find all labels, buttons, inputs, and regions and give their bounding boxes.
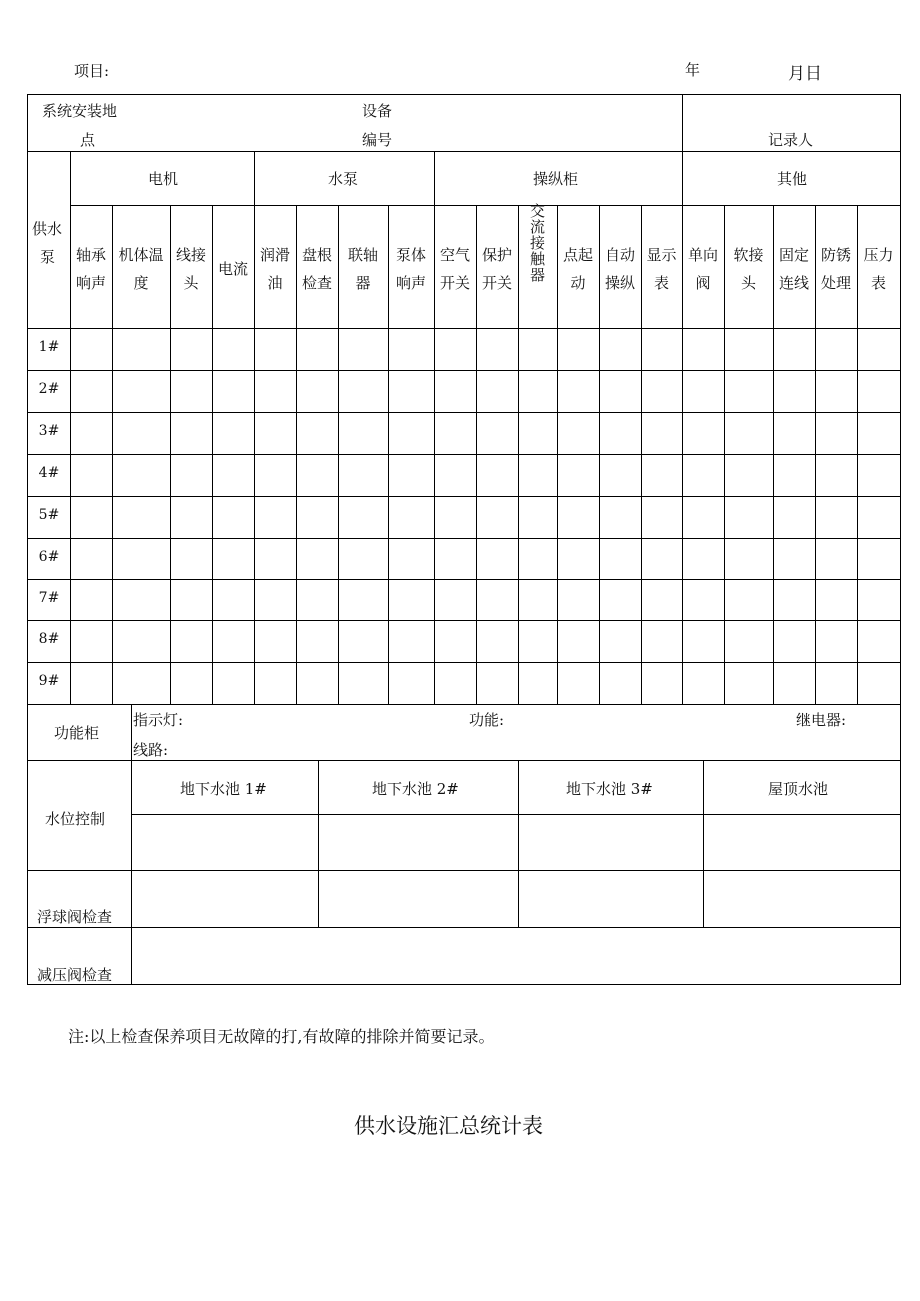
column-header-line2: 开关 bbox=[481, 274, 512, 292]
column-header-line2: 操纵 bbox=[604, 274, 635, 292]
pump-row-label: 6# bbox=[38, 548, 60, 565]
group-water-pump: 水泵 bbox=[328, 170, 359, 188]
column-header-line1: 空气 bbox=[439, 246, 470, 264]
pump-col-line2: 泵 bbox=[40, 248, 56, 266]
group-control-cabinet: 操纵柜 bbox=[533, 170, 579, 188]
equip-label-line1: 设备 bbox=[362, 102, 393, 120]
pump-row-label: 7# bbox=[38, 589, 60, 606]
pump-row-label: 1# bbox=[38, 339, 60, 355]
column-header-line1: 电流 bbox=[217, 260, 248, 278]
pump-row-label: 8# bbox=[38, 631, 60, 647]
column-header-line1: 润滑 bbox=[259, 246, 290, 264]
pool-2-label: 地下水池 2# bbox=[372, 780, 459, 798]
column-header-line2: 油 bbox=[267, 274, 283, 292]
footer-title: 供水设施汇总统计表 bbox=[354, 1114, 543, 1138]
pump-col-line1: 供水 bbox=[32, 220, 63, 238]
column-header-line1: 压力 bbox=[863, 246, 894, 264]
note-text: 注:以上检查保养项目无故障的打,有故障的排除并简要记录。 bbox=[68, 1027, 495, 1046]
recorder-label: 记录人 bbox=[768, 131, 814, 149]
column-header-line1: 防锈 bbox=[820, 246, 851, 264]
column-header-text: 交流接触器 bbox=[529, 202, 545, 284]
pump-row-label: 2# bbox=[38, 381, 60, 397]
wiring-label: 线路: bbox=[133, 741, 169, 759]
column-header-line2: 度 bbox=[133, 274, 149, 292]
column-header-line2: 表 bbox=[653, 274, 669, 292]
column-header-line2: 处理 bbox=[820, 274, 851, 292]
group-motor: 电机 bbox=[148, 170, 179, 188]
location-label-line2: 点 bbox=[80, 131, 96, 149]
column-header-line2: 检查 bbox=[301, 274, 332, 292]
column-header-line1: 单向 bbox=[687, 246, 718, 264]
column-header-line2: 头 bbox=[740, 274, 756, 292]
function-label: 功能: bbox=[469, 711, 505, 729]
water-level-label: 水位控制 bbox=[45, 810, 106, 828]
year-label: 年 bbox=[685, 61, 701, 79]
indicator-label: 指示灯: bbox=[133, 711, 184, 729]
column-header-line1: 显示 bbox=[646, 246, 677, 264]
column-header-line1: 泵体 bbox=[395, 246, 426, 264]
column-header-line1: 点起 bbox=[562, 246, 593, 264]
column-header-line1: 机体温 bbox=[118, 246, 164, 264]
group-other: 其他 bbox=[777, 170, 808, 188]
pump-row-label: 9# bbox=[38, 673, 60, 689]
column-header-line2: 阀 bbox=[695, 274, 711, 292]
column-header-line2: 表 bbox=[870, 274, 886, 292]
project-label: 项目: bbox=[74, 62, 110, 80]
pool-3-label: 地下水池 3# bbox=[566, 780, 653, 798]
column-header-line2: 开关 bbox=[439, 274, 470, 292]
column-header-line1: 线接 bbox=[175, 246, 206, 264]
column-header bbox=[518, 203, 557, 283]
pump-row-label: 4# bbox=[38, 465, 60, 481]
column-header-line2: 头 bbox=[183, 274, 199, 292]
column-header-line1: 联轴 bbox=[347, 246, 378, 264]
relay-label: 继电器: bbox=[796, 711, 847, 729]
column-header-line1: 保护 bbox=[481, 246, 512, 264]
equip-label-line2: 编号 bbox=[362, 131, 393, 149]
column-header-line2: 响声 bbox=[75, 274, 106, 292]
column-header-line2: 连线 bbox=[778, 274, 809, 292]
column-header-line1: 轴承 bbox=[75, 246, 106, 264]
pump-row-label: 3# bbox=[38, 423, 60, 439]
column-header-line1: 软接 bbox=[733, 246, 764, 264]
column-header-line1: 固定 bbox=[778, 246, 809, 264]
column-header-line2: 器 bbox=[355, 274, 371, 292]
column-header-line2: 响声 bbox=[395, 274, 426, 292]
roof-pool-label: 屋顶水池 bbox=[768, 780, 829, 798]
column-header-line1: 自动 bbox=[604, 246, 635, 264]
month-day-label: 月日 bbox=[788, 64, 822, 84]
pool-1-label: 地下水池 1# bbox=[180, 780, 267, 798]
pump-row-label: 5# bbox=[38, 507, 60, 523]
column-header-line2: 动 bbox=[570, 274, 586, 292]
pressure-valve-label: 减压阀检查 bbox=[37, 966, 113, 984]
float-valve-label: 浮球阀检查 bbox=[37, 908, 113, 926]
column-header-line1: 盘根 bbox=[301, 246, 332, 264]
function-cabinet-label: 功能柜 bbox=[54, 724, 100, 742]
location-label-line1: 系统安装地 bbox=[42, 102, 118, 120]
